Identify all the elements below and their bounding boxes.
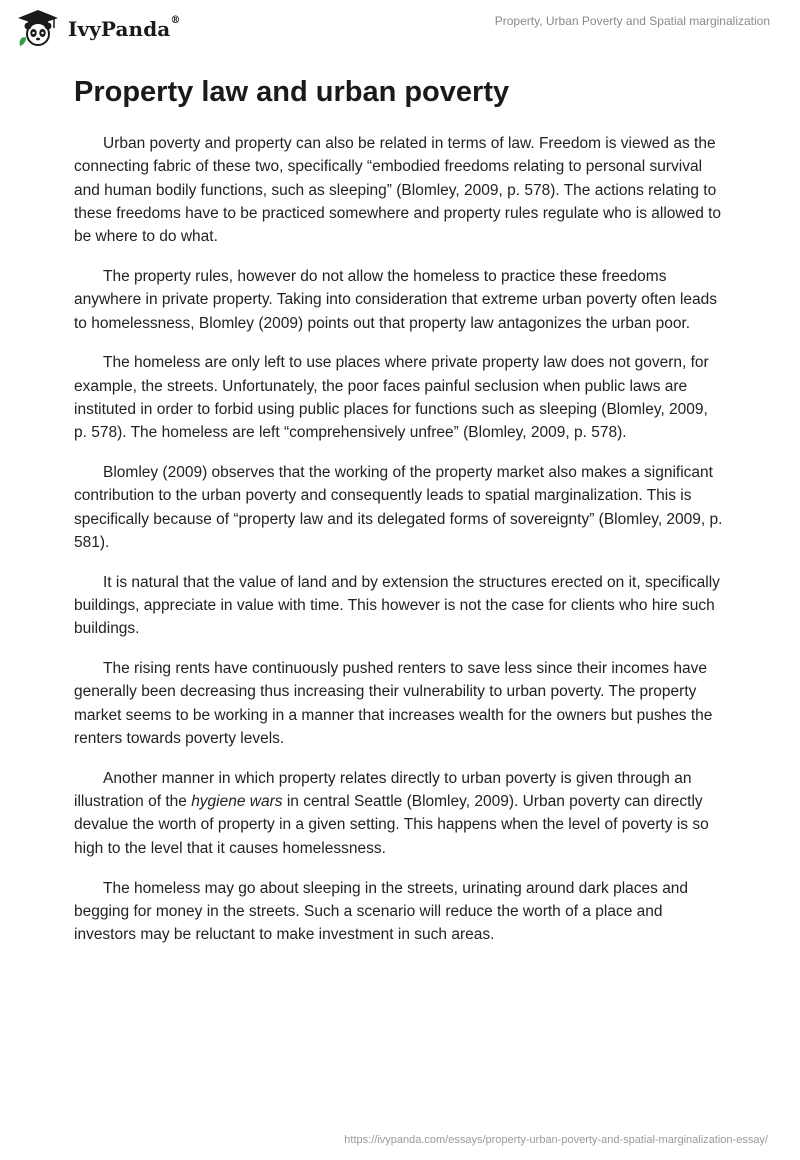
paragraph-text: in central Seattle (Blomley, 2009). Urban poverty can directly devalue the worth of property in a given setting. This happens when the level of poverty is so high to the level that it causes homelessness. bbox=[74, 793, 709, 857]
paragraph: Urban poverty and property can also be related in terms of law. Freedom is viewed as the connecting fabric of these two, specifically “embodied freedoms relating to personal survival and human bodily functions, such as sleeping” (Blomley, 2009, p. 578). The actions relating to these freedoms have to be practiced somewhere and property rules regulate who is allowed to be where to do what. bbox=[74, 135, 722, 246]
page-header bbox=[0, 0, 800, 62]
emphasis-text: hygiene wars bbox=[191, 793, 283, 811]
panda-graduate-icon bbox=[14, 8, 62, 48]
section-heading: Property law and urban poverty bbox=[74, 76, 510, 108]
paragraph: The homeless are only left to use places where private property law does not govern, for example, the streets. Unfortunately, the poor faces painful seclusion when public laws are instituted in order to forbid using public places for functions such as sleeping (Blomley, 2009, p. 578). The homeless are left “comprehensively unfree” (Blomley, 2009, p. 578). bbox=[74, 354, 709, 442]
paragraph: It is natural that the value of land and by extension the structures erected on it, specifically buildings, appreciate in value with time. This however is not the case for clients who hire such buildings. bbox=[74, 573, 720, 638]
paragraph: The rising rents have continuously pushed renters to save less since their incomes have generally been decreasing thus increasing their vulnerability to urban poverty. The property market seems to be working in a manner that increases wealth for the owners but pushes the renters towards poverty levels. bbox=[74, 660, 713, 748]
brand-name: IvyPanda® bbox=[68, 15, 181, 41]
registered-mark: ® bbox=[170, 15, 181, 26]
paragraph: Blomley (2009) observes that the working of the property market also makes a significant contribution to the urban poverty and consequently leads to spatial marginalization. This is specifically because of “property law and its delegated forms of sovereignty” (Blomley, 2009, p. 581). bbox=[74, 464, 723, 551]
source-url[interactable]: https://ivypanda.com/essays/property-urban-poverty-and-spatial-marginalization-essay/ bbox=[344, 1134, 768, 1146]
paragraph bbox=[74, 767, 724, 860]
ivypanda-logo[interactable] bbox=[14, 8, 180, 48]
paragraph: The property rules, however do not allow the homeless to practice these freedoms anywhere in private property. Taking into consideration that extreme urban poverty often leads to homelessness, Blomley (2009) points out that property law antagonizes the urban poor. bbox=[74, 267, 718, 332]
document-title: Property, Urban Poverty and Spatial marginalization bbox=[494, 14, 770, 28]
paragraph-text: Another manner in which property relates directly to urban poverty is given through an illustration of the bbox=[74, 769, 692, 811]
article-body bbox=[74, 132, 724, 963]
paragraph: The homeless may go about sleeping in the streets, urinating around dark places and begging for money in the streets. Such a scenario will reduce the worth of a place and investors may be reluctant to make investment in such areas. bbox=[74, 879, 689, 944]
